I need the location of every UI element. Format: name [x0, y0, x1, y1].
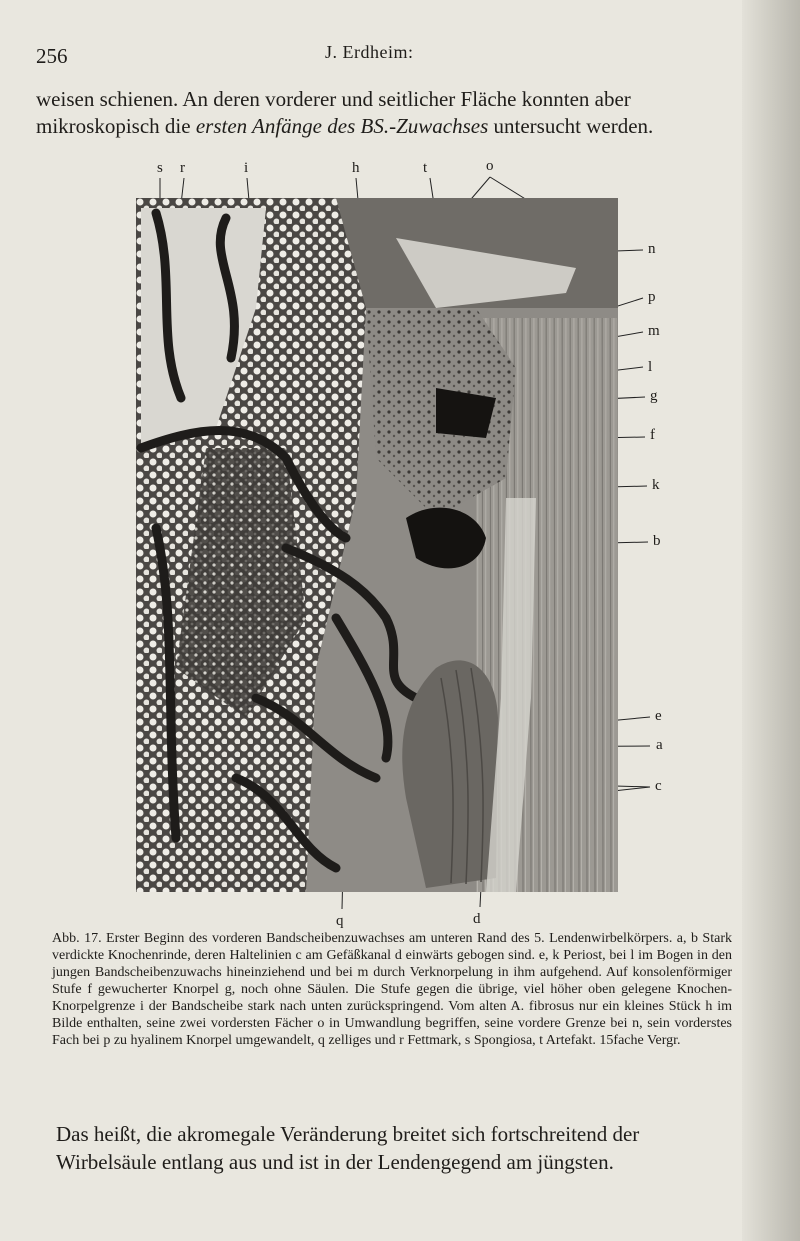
figure-letter-f: f — [650, 427, 655, 443]
figure-letter-g: g — [650, 388, 658, 404]
running-head: J. Erdheim: — [325, 42, 414, 62]
figure-letter-l: l — [648, 359, 653, 375]
figure-letter-r: r — [180, 160, 185, 176]
intro-line-2-end: untersucht werden. — [488, 114, 654, 138]
figure-letter-a: a — [656, 737, 663, 753]
figure-letter-t: t — [423, 160, 428, 176]
figure-letter-s: s — [157, 160, 163, 176]
intro-line-2-italic: ersten Anfänge des BS.-Zuwachses — [195, 114, 489, 138]
figure-letter-q: q — [336, 913, 344, 929]
figure-letter-k: k — [652, 477, 660, 493]
page-number: 256 — [36, 44, 68, 68]
figure-letter-m: m — [648, 323, 660, 339]
intro-line-1: weisen schienen. An deren vorderer und seitlicher Fläche konnten aber — [36, 87, 631, 111]
figure-letter-c: c — [655, 778, 662, 794]
figure-caption — [52, 930, 732, 1049]
figure-letter-o: o — [486, 158, 494, 174]
figure-letter-h: h — [352, 160, 360, 176]
figure-caption-text: Abb. 17. Erster Beginn des vorderen Bandscheibenzuwachses am unteren Rand des 5. Lendenwirbelkörpers. a, b Stark verdickte Knochenrinde, deren Haltelinien c am Gefäßkanal d einwärts gebogen sind. e, k Periost, bei l im Bogen in den jungen Bandscheibenzuwachs hineinziehend und bei m durch Verknorpelung in ihm aufgehend. Auf konsolenförmiger Stufe f gewucherter Knorpel g, noch ohne Säulen. Die Stufe gegen die übrige, viel höher oben gelegene Knochen-Knorpelgrenze i der Bandscheibe stark nach unten zurückspringend. Vom alten A. fibrosus nur ein kleines Stück h im Bilde enthalten, seine zwei vordersten Fächer o in Umwandlung begriffen, seine vordere Grenze bei n, sein vorderstes Fach bei p zu hyalinem Knorpel umgewandelt, q zelliges und r Fettmark, s Spongiosa, t Artefakt. 15fache Vergr. — [52, 931, 732, 1048]
intro-line-2-start: mikroskopisch die — [36, 114, 196, 138]
figure-letter-b: b — [653, 533, 661, 549]
figure-letter-e: e — [655, 708, 662, 724]
figure-letter-d: d — [473, 911, 481, 927]
conclusion-text: Das heißt, die akromegale Veränderung breitet sich fortschreitend der Wirbelsäule entlang aus und ist in der Lendengegend am jüngsten. — [56, 1122, 640, 1174]
figure-letter-i: i — [244, 160, 249, 176]
conclusion-paragraph — [56, 1120, 736, 1176]
figure-letter-p: p — [648, 289, 656, 305]
figure-letter-n: n — [648, 241, 656, 257]
micrograph-image — [136, 198, 618, 892]
